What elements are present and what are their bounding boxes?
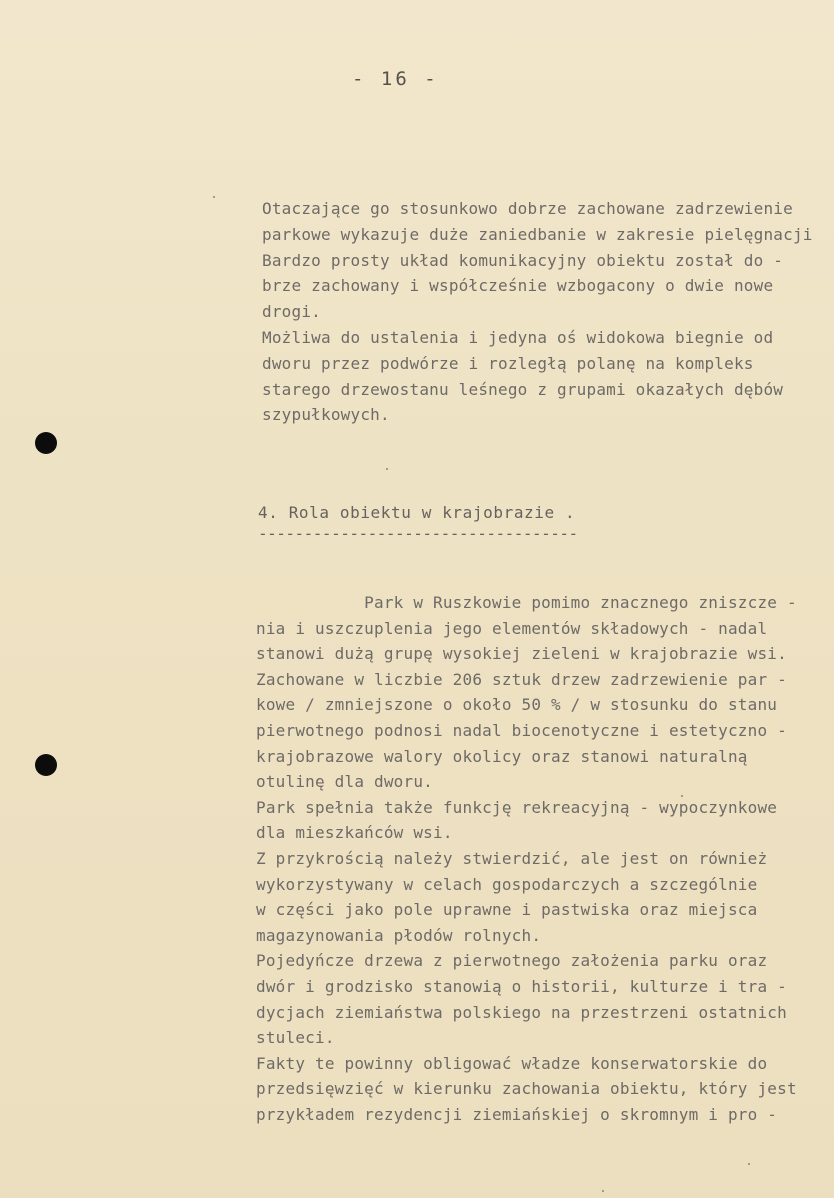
text-line: Park spełnia także funkcję rekreacyjną - wypoczynkowe xyxy=(256,797,778,817)
section-underline: ----------------------------------- xyxy=(258,524,578,543)
text-line: magazynowania płodów rolnych. xyxy=(256,925,542,945)
text-line: Z przykrością należy stwierdzić, ale jest on również xyxy=(256,848,768,868)
text-line: wykorzystywany w celach gospodarczych a szczególnie xyxy=(256,874,758,894)
text-line: pierwotnego podnosi nadal biocenotyczne i estetyczno - xyxy=(256,720,787,740)
page-number: - 16 - xyxy=(352,68,439,90)
text-line: krajobrazowe walory okolicy oraz stanowi naturalną xyxy=(256,746,748,766)
paper-speck xyxy=(213,196,215,198)
paragraph-view-axis xyxy=(262,325,828,428)
text-line: brze zachowany i współcześnie wzbogacony o dwie nowe xyxy=(262,276,774,296)
section-body xyxy=(256,590,828,1127)
text-line: dwór i grodzisko stanowią o historii, kulturze i tra - xyxy=(256,976,787,996)
text-line: Bardzo prosty układ komunikacyjny obiektu został do - xyxy=(262,250,784,270)
text-line: dworu przez podwórze i rozległą polanę na kompleks xyxy=(262,353,754,373)
text-line: Możliwa do ustalenia i jedyna oś widokowa biegnie od xyxy=(262,328,774,347)
punch-hole xyxy=(35,754,57,776)
text-line: w części jako pole uprawne i pastwiska oraz miejsca xyxy=(256,900,758,920)
text-line: dycjach ziemiaństwa polskiego na przestrzeni ostatnich xyxy=(256,1002,787,1022)
text-line: Fakty te powinny obligować władze konserwatorskie do xyxy=(256,1053,768,1073)
text-line: otulinę dla dworu. xyxy=(256,772,433,792)
section-heading: 4. Rola obiektu w krajobrazie . xyxy=(258,503,576,522)
paper-speck xyxy=(602,1190,604,1192)
paragraph-composition xyxy=(262,196,828,325)
text-line: przedsięwzięć w kierunku zachowania obiektu, który jest xyxy=(256,1079,797,1099)
text-line: drogi. xyxy=(262,302,321,322)
text-line: starego drzewostanu leśnego z grupami okazałych dębów xyxy=(262,379,784,399)
text-line: nia i uszczuplenia jego elementów składowych - nadal xyxy=(256,618,768,638)
text-line: Zachowane w liczbie 206 sztuk drzew zadrzewienie par - xyxy=(256,669,787,689)
text-line: parkowe wykazuje duże zaniedbanie w zakresie pielęgnacji xyxy=(262,224,813,244)
text-line: Otaczające go stosunkowo dobrze zachowane zadrzewienie xyxy=(262,199,793,218)
paper-speck xyxy=(748,1163,750,1165)
text-line: Park w Ruszkowie pomimo znacznego zniszcze - xyxy=(256,593,797,612)
punch-hole xyxy=(35,432,57,454)
paper-speck xyxy=(386,468,388,470)
text-line: kowe / zmniejszone o około 50 % / w stosunku do stanu xyxy=(256,695,778,715)
text-line: szypułkowych. xyxy=(262,405,390,425)
text-line: przykładem rezydencji ziemiańskiej o skromnym i pro - xyxy=(256,1104,778,1124)
text-line: stanowi dużą grupę wysokiej zieleni w krajobrazie wsi. xyxy=(256,644,787,664)
text-line: dla mieszkańców wsi. xyxy=(256,823,453,843)
text-line: Pojedyńcze drzewa z pierwotnego założenia parku oraz xyxy=(256,951,768,971)
paper-speck xyxy=(681,795,683,797)
text-line: stuleci. xyxy=(256,1028,335,1048)
